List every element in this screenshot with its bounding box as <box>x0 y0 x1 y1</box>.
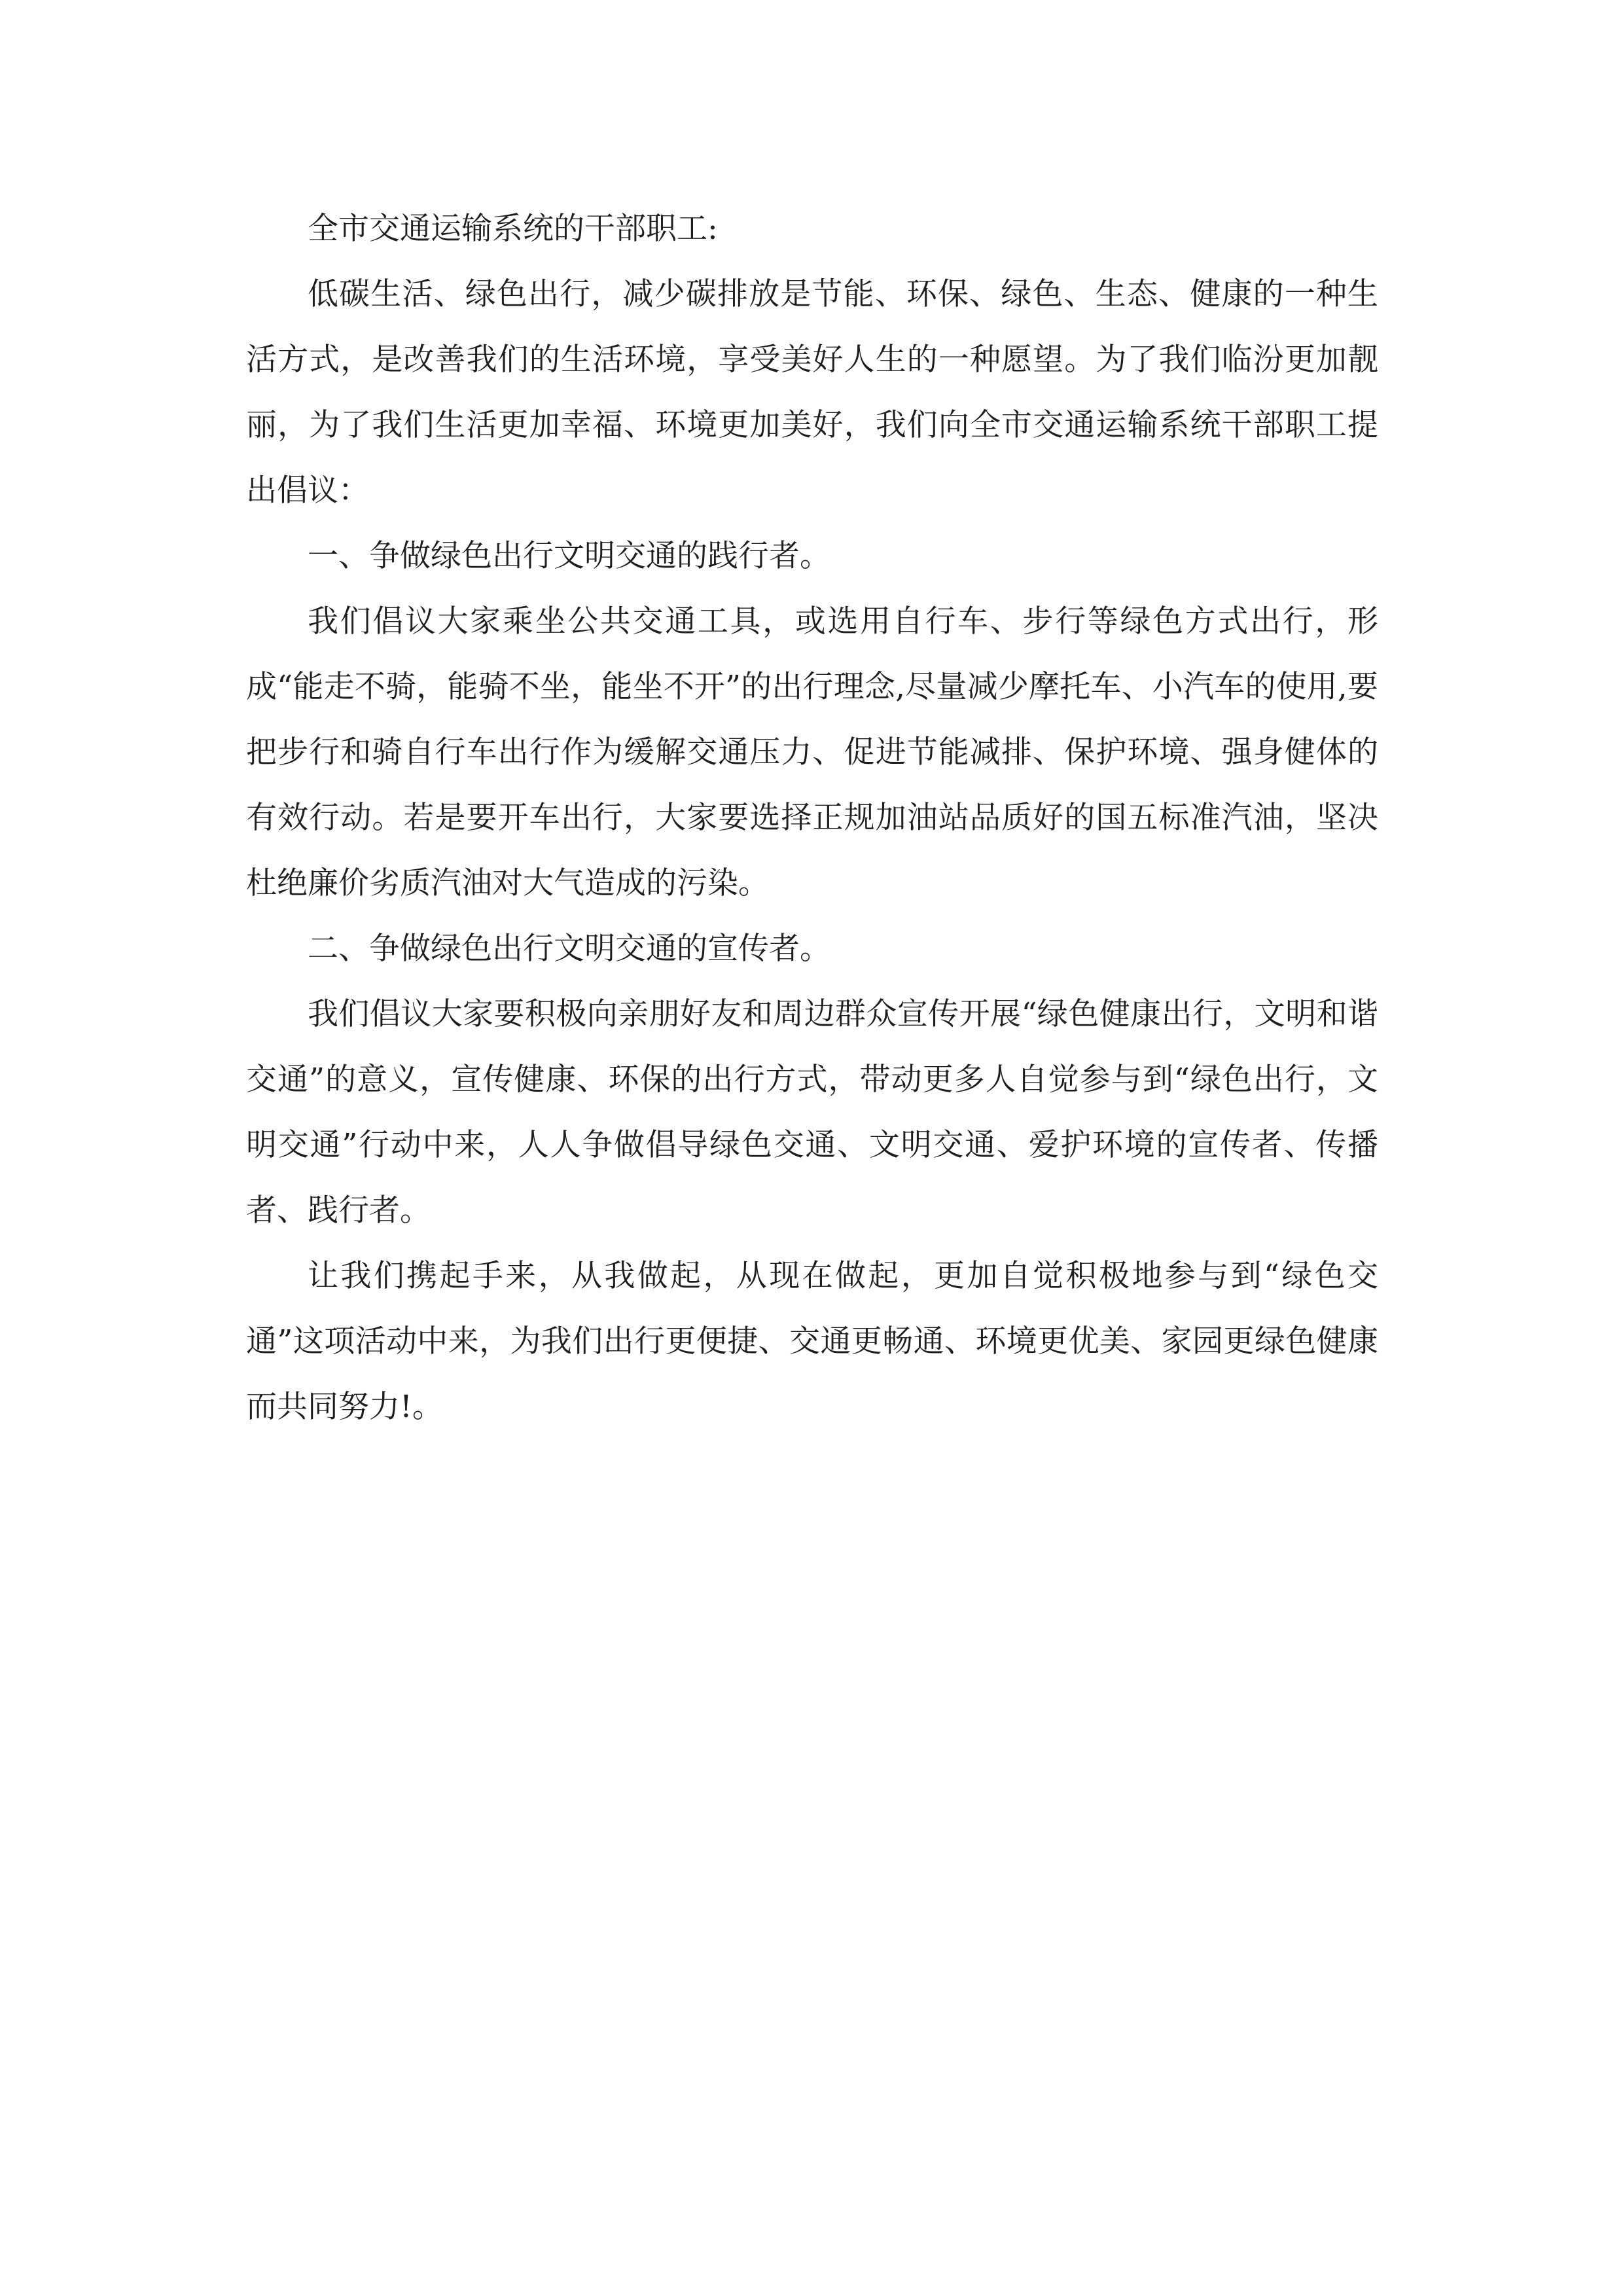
document-body <box>246 196 1378 1440</box>
salutation: 全市交通运输系统的干部职工: <box>308 211 718 247</box>
paragraph-intro: 低碳生活、绿色出行，减少碳排放是节能、环保、绿色、生态、健康的一种生活方式，是改善我们的生活环境，享受美好人生的一种愿望。为了我们临汾更加靓丽，为了我们生活更加幸福、环境更加美好，我们向全市交通运输系统干部职工提出倡议： <box>246 276 1378 509</box>
heading-promoter: 二、争做绿色出行文明交通的宣传者。 <box>308 931 830 967</box>
paragraph-promoter: 我们倡议大家要积极向亲朋好友和周边群众宣传开展“绿色健康出行，文明和谐交通”的意义，宣传健康、环保的出行方式，带动更多人自觉参与到“绿色出行，文明交通”行动中来，人人争做倡导绿色交通、文明交通、爱护环境的宣传者、传播者、践行者。 <box>246 996 1378 1229</box>
heading-practitioner: 一、争做绿色出行文明交通的践行者。 <box>308 538 830 574</box>
paragraph-closing: 让我们携起手来，从我做起，从现在做起，更加自觉积极地参与到“绿色交通”这项活动中来，为我们出行更便捷、交通更畅通、环境更优美、家园更绿色健康而共同努力!。 <box>246 1258 1378 1425</box>
paragraph-practitioner: 我们倡议大家乘坐公共交通工具，或选用自行车、步行等绿色方式出行，形成“能走不骑，能骑不坐，能坐不开”的出行理念,尽量减少摩托车、小汽车的使用,要把步行和骑自行车出行作为缓解交通压力、促进节能减排、保护环境、强身健体的有效行动。若是要开车出行，大家要选择正规加油站品质好的国五标准汽油，坚决杜绝廉价劣质汽油对大气造成的污染。 <box>246 603 1378 901</box>
